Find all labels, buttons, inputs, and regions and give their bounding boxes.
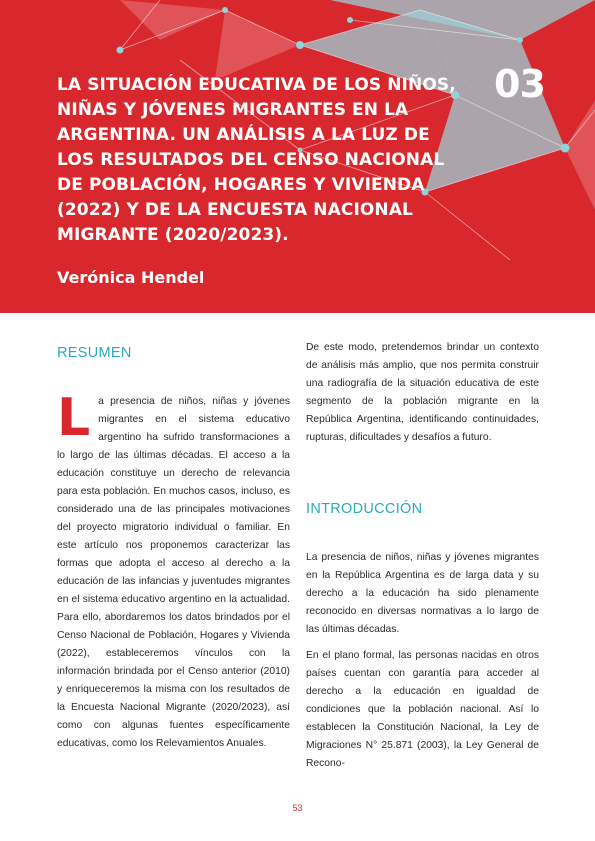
article-title: LA SITUACIÓN EDUCATIVA DE LOS NIÑOS, NIÑAS Y JÓVENES MIGRANTES EN LA ARGENTINA. UN ANÁLISIS A LA LUZ DE LOS RESULTADOS DEL CENSO NACIONAL DE POBLACIÓN, HOGARES Y VIVIENDA (2022) Y DE LA ENCUESTA NACIONAL MIGRANTE (2020/2023).	[57, 75, 456, 245]
resumen-continuation: De este modo, pretendemos brindar un contexto de análisis más amplio, que nos permita construir una radiografía de la situación educativa de este segmento de la población migrante en la República Argentina, identificando continuidades, rupturas, dificultades y desafíos a futuro.	[306, 342, 539, 443]
resumen-paragraph: a presencia de niños, niñas y jóvenes migrantes en el sistema educativo argentino ha sufrido transformaciones a lo largo de las últimas décadas. El acceso a la educación constituye un derecho de relevancia para esta población. En muchos casos, incluso, es considerado una de las principales motivaciones del proyecto migratorio individual o familiar. En este artículo nos proponemos caracterizar las formas que adopta el acceso al derecho a la educación de las infancias y juventudes migrantes en el sistema educativo argentino en la actualidad. Para ello, abordaremos los datos brindados por el Censo Nacional de Población, Hogares y Vivienda (2022), estableceremos vínculos con la información brindada por el Censo anterior (2010) y enriqueceremos la misma con los resultados de la Encuesta Nacional Migrante (2020/2023), así como con algunas fuentes específicamente educativas, como los Relevamientos Anuales.	[57, 396, 290, 749]
resumen-body-column	[57, 388, 290, 753]
introduccion-paragraph-2: En el plano formal, las personas nacidas en otros países cuentan con garantía para acceder al derecho a la educación en igualdad de condiciones que la población nacional. Así lo establecen la Constitución Nacional, la Ley de Migraciones N° 25.871 (2003), la Ley General de Recono-	[306, 650, 539, 769]
resumen-heading: RESUMEN	[57, 345, 132, 361]
chapter-number: 03	[494, 62, 545, 106]
drop-cap: L	[57, 388, 91, 448]
resumen-continuation-column	[306, 339, 539, 447]
introduccion-body-column	[306, 549, 539, 773]
introduccion-heading: INTRODUCCIÓN	[306, 501, 423, 517]
author-name: Verónica Hendel	[57, 268, 205, 287]
introduccion-paragraph-1: La presencia de niños, niñas y jóvenes migrantes en la República Argentina es de larga data y su derecho a la educación ha sido plenamente reconocido en diversas normativas a lo largo de las últimas décadas.	[306, 552, 539, 635]
page-number: 53	[292, 803, 303, 813]
chapter-header	[0, 0, 595, 313]
